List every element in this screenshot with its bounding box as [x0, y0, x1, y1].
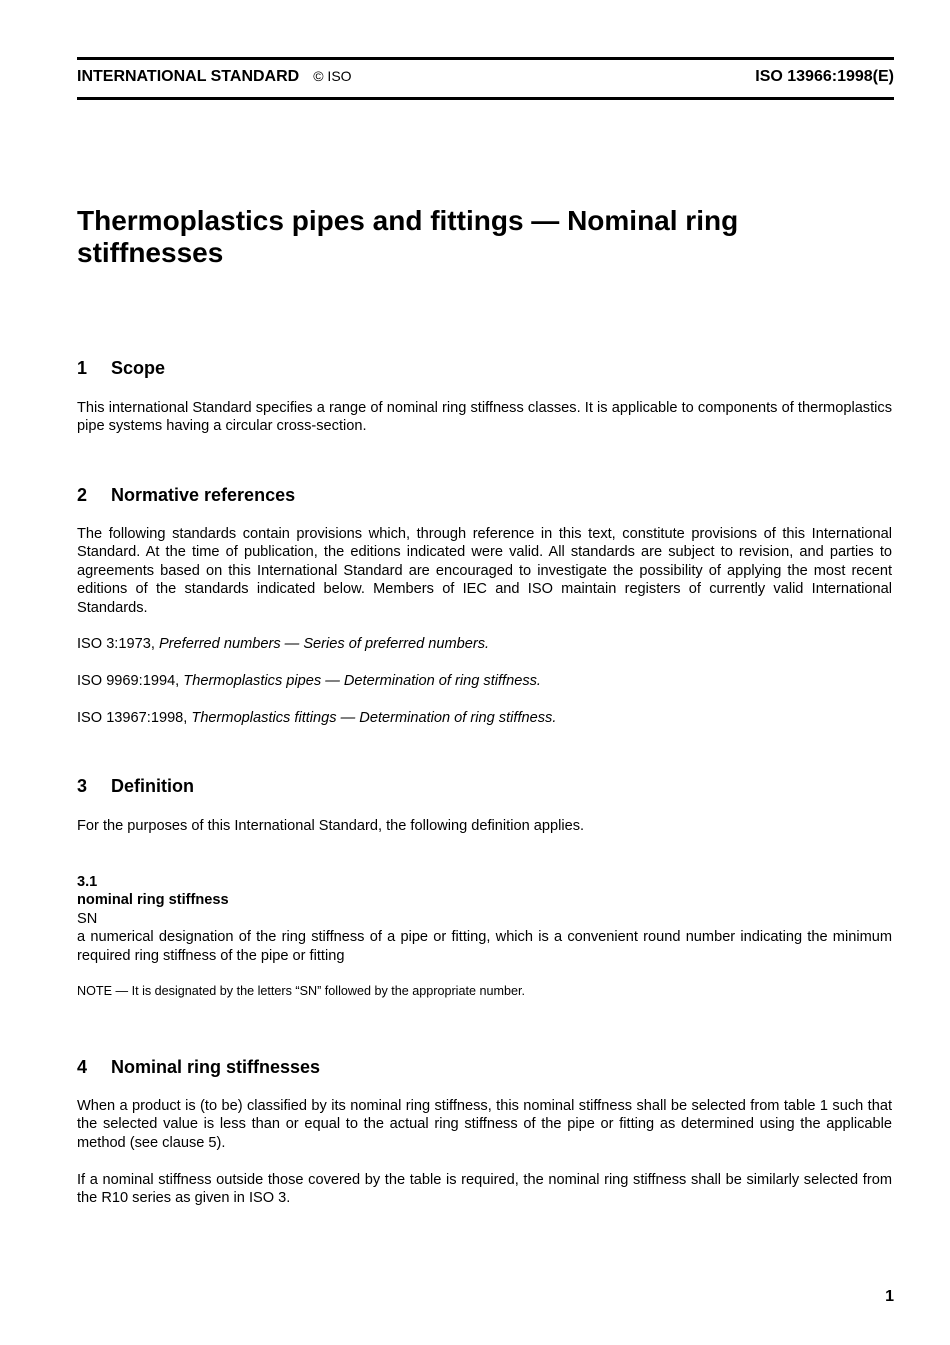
running-header [77, 68, 894, 90]
page-number: 1 [885, 1288, 894, 1305]
normative-references-paragraph: The following standards contain provisions which, through reference in this text, constitute provisions of this International Standard. At the time of publication, the editions indicated were valid. All standards are subject to revision, and parties to agreements based on this International Standard are encouraged to investigate the possibility of applying the most recent editions of the standards indicated below. Members of IEC and ISO maintain registers of currently valid International Standards. [77, 526, 892, 616]
term-name: nominal ring stiffness [77, 892, 229, 909]
reference-item [77, 635, 892, 653]
section-number: 1 [77, 358, 88, 378]
section-1-heading [77, 357, 165, 379]
document-id: ISO 13966:1998(E) [755, 68, 894, 85]
copyright-notice: © ISO [313, 68, 352, 84]
header-top-rule [77, 57, 894, 60]
title-line-1: Thermoplastics pipes and fittings — Nominal ring [77, 205, 739, 236]
section-4-paragraph-1: When a product is (to be) classified by its nominal ring stiffness, this nominal stiffness shall be selected from table 1 such that the selected value is less than or equal to the actual ring stiffness of the pipe or fitting as determined using the applicable method (see clause 5). [77, 1098, 892, 1151]
section-number: 3 [77, 776, 88, 796]
section-title: Nominal ring stiffnesses [111, 1057, 321, 1077]
term-number: 3.1 [77, 874, 98, 890]
reference-title: Thermoplastics fittings — Determination of ring stiffness. [191, 710, 557, 726]
reference-title: Preferred numbers — Series of preferred numbers. [158, 636, 490, 652]
section-number: 4 [77, 1057, 88, 1077]
reference-id: ISO 13967:1998, [77, 710, 192, 726]
document-title [77, 205, 894, 269]
section-2-heading [77, 484, 295, 506]
reference-id: ISO 9969:1994, [77, 673, 184, 689]
reference-item [77, 672, 892, 690]
header-bottom-rule [77, 97, 894, 100]
section-title: Normative references [111, 485, 296, 505]
section-3-heading [77, 775, 194, 797]
definition-intro: For the purposes of this International Standard, the following definition applies. [77, 818, 585, 834]
section-4-paragraph-2: If a nominal stiffness outside those covered by the table is required, the nominal ring stiffness shall be similarly selected from the R10 series as given in ISO 3. [77, 1172, 892, 1207]
title-line-2: stiffnesses [77, 237, 224, 268]
standard-type: INTERNATIONAL STANDARD [77, 68, 300, 85]
term-entry [77, 873, 892, 965]
reference-title: Thermoplastics pipes — Determination of ring stiffness. [183, 673, 541, 689]
term-symbol: SN [77, 910, 98, 927]
section-title: Scope [111, 358, 166, 378]
definition-note: NOTE — It is designated by the letters “SN” followed by the appropriate number. [77, 984, 525, 998]
term-definition: a numerical designation of the ring stiffness of a pipe or fitting, which is a convenient round number indicating the minimum required ring stiffness of the pipe or fitting [77, 929, 892, 964]
section-4-heading [77, 1056, 320, 1078]
reference-id: ISO 3:1973, [77, 636, 159, 652]
section-number: 2 [77, 485, 88, 505]
reference-item [77, 709, 892, 727]
section-title: Definition [111, 776, 194, 796]
header-left [77, 68, 352, 86]
scope-paragraph: This international Standard specifies a range of nominal ring stiffness classes. It is applicable to components of thermoplastics pipe systems having a circular cross-section. [77, 400, 892, 435]
